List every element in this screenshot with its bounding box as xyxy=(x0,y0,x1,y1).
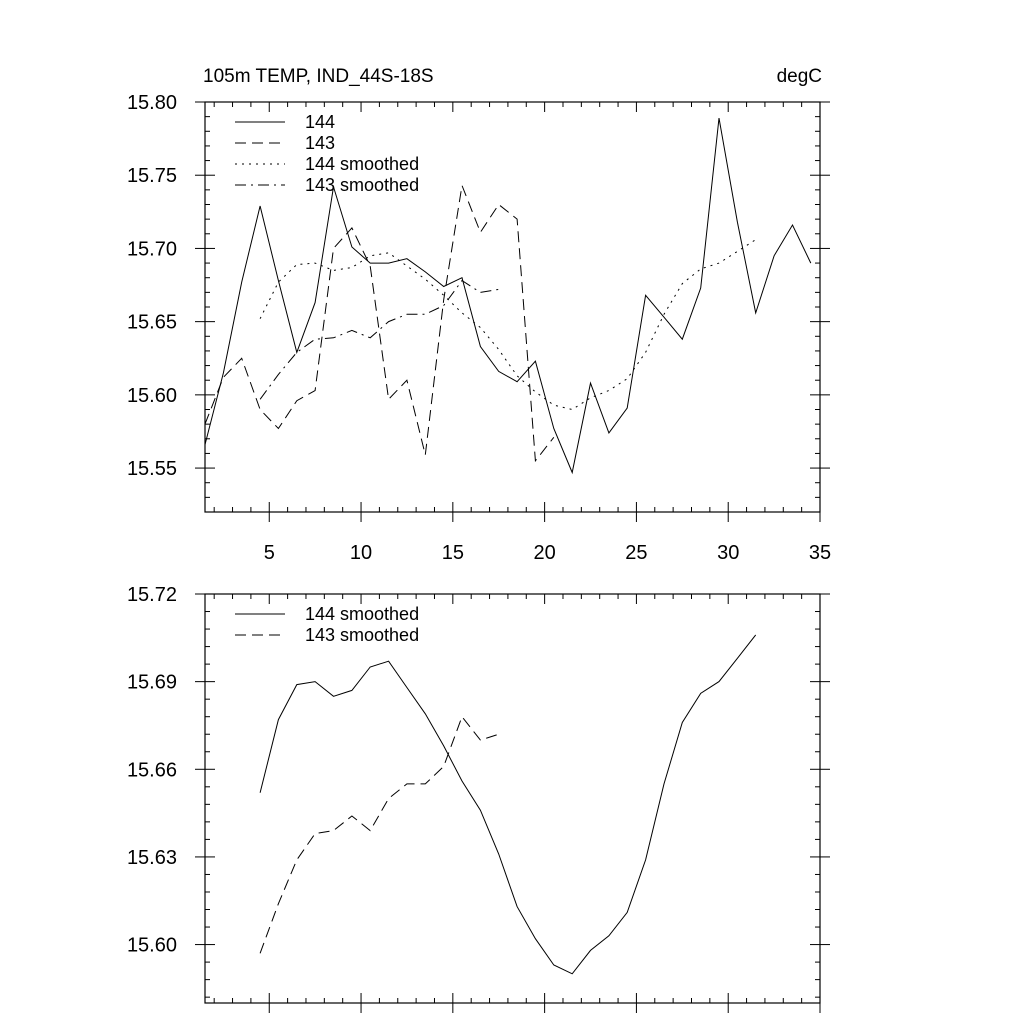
y-tick-label: 15.66 xyxy=(126,759,177,782)
x-tick-label: 10 xyxy=(349,542,373,564)
legend-label: 144 smoothed xyxy=(305,154,420,174)
legend-label: 143 xyxy=(305,133,336,153)
top-panel xyxy=(127,66,831,564)
x-tick-label: 35 xyxy=(808,542,832,564)
y-tick-label: 15.70 xyxy=(126,238,177,261)
series-line-143 xyxy=(205,186,554,461)
legend-label: 143 smoothed xyxy=(305,625,420,645)
x-tick-label: 25 xyxy=(625,542,648,564)
y-tick-label: 15.60 xyxy=(126,384,177,407)
bottom-panel xyxy=(127,584,830,1013)
y-tick-label: 15.72 xyxy=(126,584,177,606)
y-tick-label: 15.65 xyxy=(126,311,177,334)
x-tick-label: 15 xyxy=(441,542,464,564)
y-tick-label: 15.63 xyxy=(126,846,177,869)
x-tick-label: 5 xyxy=(263,542,275,564)
units-label: degC xyxy=(776,66,822,87)
series-line-144-smoothed xyxy=(260,635,756,974)
y-tick-label: 15.75 xyxy=(126,165,177,188)
y-tick-label: 15.69 xyxy=(126,671,177,694)
chart-title: 105m TEMP, IND_44S-18S xyxy=(203,66,434,87)
plot-frame xyxy=(205,102,820,512)
series-line-143-smoothed xyxy=(260,717,499,954)
y-tick-label: 15.80 xyxy=(126,92,177,114)
legend-label: 144 xyxy=(305,112,336,132)
legend-label: 144 smoothed xyxy=(305,604,420,624)
series-line-144-smoothed xyxy=(260,240,756,410)
y-tick-label: 15.55 xyxy=(126,458,177,481)
plot-frame xyxy=(205,594,820,1003)
x-tick-label: 30 xyxy=(717,542,740,564)
series-line-144 xyxy=(205,118,811,472)
series-line-143-smoothed xyxy=(260,281,499,400)
x-tick-label: 20 xyxy=(533,542,556,564)
legend-label: 143 smoothed xyxy=(305,175,420,195)
y-tick-label: 15.60 xyxy=(126,934,177,957)
